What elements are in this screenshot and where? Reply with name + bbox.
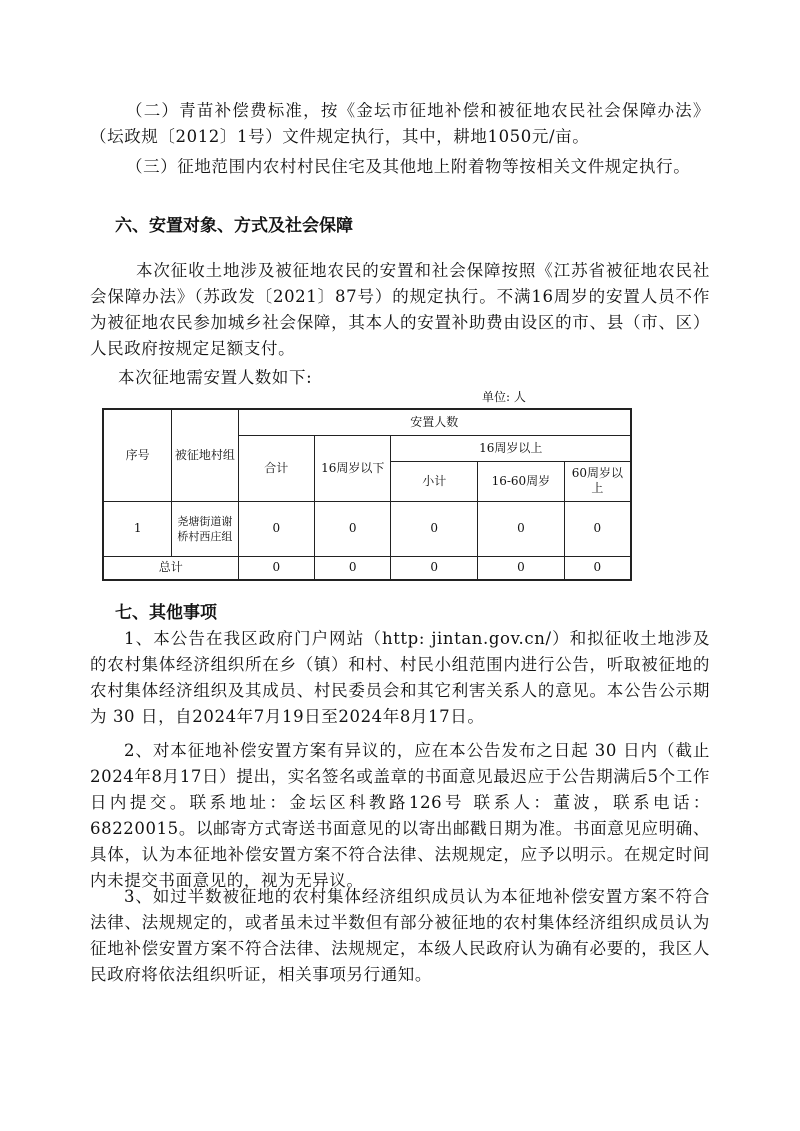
paragraph-zhuzhai: （三）征地范围内农村村民住宅及其他地上附着物等按相关文件规定执行。 bbox=[126, 157, 691, 176]
table-unit: 单位: 人 bbox=[482, 390, 526, 404]
cell-xiaoji: 0 bbox=[391, 501, 478, 556]
cell-16-60: 0 bbox=[478, 501, 565, 556]
header-16-60: 16-60周岁 bbox=[478, 461, 565, 501]
cell-over60: 0 bbox=[564, 501, 631, 556]
cell-total-xiaoji: 0 bbox=[391, 556, 478, 580]
header-seq: 序号 bbox=[103, 409, 172, 501]
cell-seq: 1 bbox=[103, 501, 172, 556]
header-anzhi: 安置人数 bbox=[238, 409, 631, 435]
paragraph-item1: 1、本公告在我区政府门户网站（http: jintan.gov.cn/）和拟征收土地涉及的农村集体经济组织所在乡（镇）和村、村民小组范围内进行公告，听取被征地的农村集体经济组织及其成员、村民委员会和其它利害关系人的意见。本公告公示期为 30 日，自2024年7月19日至2024年8月17日。 bbox=[90, 629, 710, 726]
header-under16: 16周岁以下 bbox=[314, 435, 390, 501]
cell-total-heji: 0 bbox=[238, 556, 314, 580]
cell-total-over60: 0 bbox=[564, 556, 631, 580]
heading-section-7: 七、其他事项 bbox=[115, 603, 217, 623]
resettlement-table bbox=[102, 408, 632, 581]
heading-section-6: 六、安置对象、方式及社会保障 bbox=[115, 216, 353, 236]
cell-total-under16: 0 bbox=[314, 556, 390, 580]
cell-total-label: 总计 bbox=[103, 556, 238, 580]
header-heji: 合计 bbox=[238, 435, 314, 501]
header-over16: 16周岁以上 bbox=[391, 435, 631, 461]
table-total-row bbox=[103, 556, 631, 580]
header-over60: 60周岁以上 bbox=[564, 461, 631, 501]
header-xiaoji: 小计 bbox=[391, 461, 478, 501]
cell-total-16-60: 0 bbox=[478, 556, 565, 580]
paragraph-anzhi: 本次征收土地涉及被征地农民的安置和社会保障按照《江苏省被征地农民社会保障办法》（苏政发〔2021〕87号）的规定执行。不满16周岁的安置人员不作为被征地农民参加城乡社会保障，其本人的安置补助费由设区的市、县（市、区）人民政府按规定足额支付。 bbox=[90, 261, 710, 358]
paragraph-qingmiao: （二）青苗补偿费标准，按《金坛市征地补偿和被征地农民社会保障办法》（坛政规〔2012〕1号）文件规定执行，其中，耕地1050元/亩。 bbox=[90, 101, 710, 146]
paragraph-item3: 3、如过半数被征地的农村集体经济组织成员认为本征地补偿安置方案不符合法律、法规规定的，或者虽未过半数但有部分被征地的农村集体经济组织成员认为征地补偿安置方案不符合法律、法规规定，本级人民政府认为确有必要的，我区人民政府将依法组织听证，相关事项另行通知。 bbox=[90, 887, 710, 984]
paragraph-renshu: 本次征地需安置人数如下: bbox=[118, 368, 313, 387]
paragraph-item2: 2、对本征地补偿安置方案有异议的，应在本公告发布之日起 30 日内（截止2024年8月17日）提出，实名签名或盖章的书面意见最迟应于公告期满后5个工作日内提交。联系地址：金坛区科教路126号 联系人：董波，联系电话：68220015。以邮寄方式寄送书面意见的以寄出邮戳日期为准。书面意见应明确、具体，认为本征地补偿安置方案不符合法律、法规规定，应予以明示。在规定时间内未提交书面意见的，视为无异议。 bbox=[90, 741, 710, 890]
cell-under16: 0 bbox=[314, 501, 390, 556]
header-group: 被征地村组 bbox=[172, 409, 238, 501]
cell-heji: 0 bbox=[238, 501, 314, 556]
table-row bbox=[103, 501, 631, 556]
cell-group: 尧塘街道谢桥村西庄组 bbox=[172, 501, 238, 556]
